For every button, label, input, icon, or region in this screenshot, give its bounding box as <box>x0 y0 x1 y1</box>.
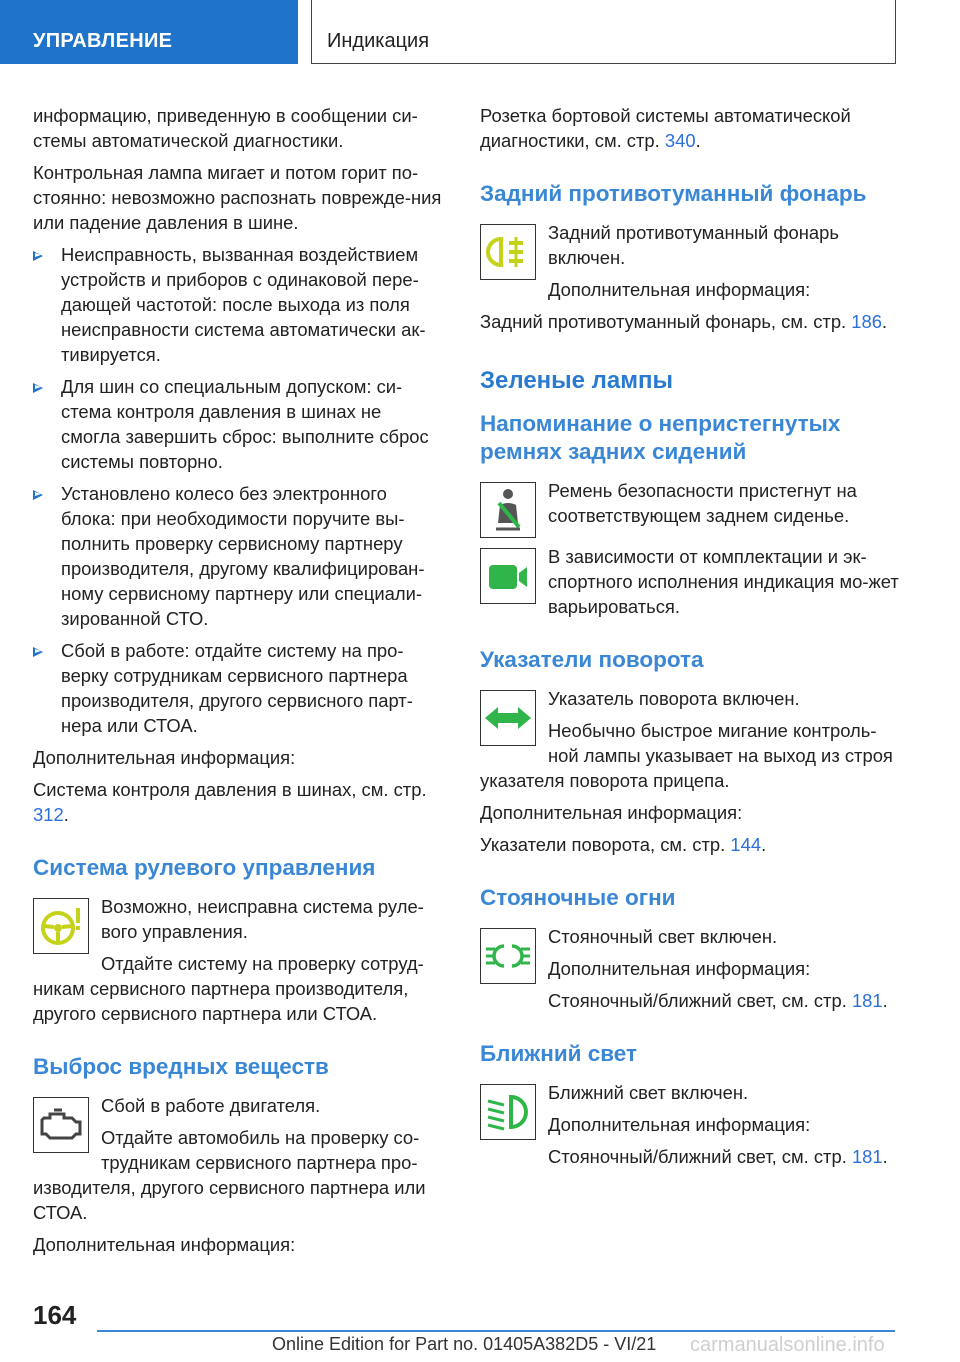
bullet-triangle-icon <box>33 490 43 500</box>
subsection-title: Индикация <box>327 30 430 52</box>
section-title: УПРАВЛЕНИЕ <box>33 30 173 52</box>
reference: Стояночный/ближний свет, см. стр. 181. <box>548 1146 888 1167</box>
more-info-label: Дополнительная информация: <box>33 1234 296 1255</box>
left-column <box>33 103 445 1264</box>
paragraph: Ближний свет включен. <box>548 1082 749 1103</box>
reference: Указатели поворота, см. стр. 144. <box>480 834 767 855</box>
paragraph: Необычно быстрое мигание контроль-ной лампы указывает на выход из строя указателя поворота прицепа. <box>480 720 893 791</box>
turn-signal-icon <box>480 690 536 746</box>
more-info-label: Дополнительная информация: <box>548 1114 811 1135</box>
steering-warning-icon <box>33 898 89 954</box>
reference: Задний противотуманный фонарь, см. стр. 186. <box>480 311 888 332</box>
paragraph: Контрольная лампа мигает и потом горит по-стоянно: невозможно распознать поврежде-ния или падение давления в шине. <box>33 162 442 233</box>
more-info-label: Дополнительная информация: <box>548 958 811 979</box>
paragraph: информацию, приведенную в сообщении си-стемы автоматической диагностики. <box>33 105 418 151</box>
section-heading: Задний противотуманный фонарь <box>480 181 867 206</box>
list-item: Неисправность, вызванная воздействием устройств и приборов с одинаковой пере-дающей частотой: после выхода из поля неисправности система автоматически ак-тивируется. <box>33 242 445 367</box>
subsection-tab <box>311 0 896 64</box>
section-heading: Ближний свет <box>480 1041 638 1066</box>
list-item: Для шин со специальным допуском: си-стема контроля давления в шинах не смогла завершить сброс: выполните сброс системы повторно. <box>33 374 445 474</box>
page-number: 164 <box>33 1300 77 1330</box>
bullet-triangle-icon <box>33 251 43 261</box>
seatbelt-icon <box>480 482 536 538</box>
reference: Розетка бортовой системы автоматической диагностики, см. стр. 340. <box>480 105 851 151</box>
paragraph: Отдайте автомобиль на проверку со-трудникам сервисного партнера про-изводителя, другого сервисного партнера или СТОА. <box>33 1127 426 1223</box>
page-link[interactable]: 181 <box>851 1146 883 1167</box>
section-tab <box>0 0 298 64</box>
more-info-label: Дополнительная информация: <box>33 747 296 768</box>
page-link[interactable]: 186 <box>851 311 882 332</box>
page-link[interactable]: 181 <box>851 990 883 1011</box>
list-item: Установлено колесо без электронного блока: при необходимости поручите вы-полнить проверку сервисному партнеру производителя, другому квалифицирован-ному сервисному партнеру или специали-зированной СТО. <box>33 481 445 631</box>
paragraph: Указатель поворота включен. <box>548 688 800 709</box>
more-info-label: Дополнительная информация: <box>480 802 743 823</box>
right-column <box>480 103 900 1176</box>
paragraph: Задний противотуманный фонарь включен. <box>548 222 839 268</box>
section-heading: Указатели поворота <box>480 647 704 672</box>
page-link[interactable]: 144 <box>730 834 762 855</box>
section-heading: Система рулевого управления <box>33 855 376 880</box>
paragraph: Возможно, неисправна система руле-вого управления. <box>101 896 424 942</box>
section-heading: Стояночные огни <box>480 885 676 910</box>
paragraph: В зависимости от комплектации и эк-спортного исполнения индикация мо-жет варьироваться. <box>548 546 899 617</box>
edition-text: Online Edition for Part no. 01405A382D5 - VI/21 <box>272 1334 657 1354</box>
paragraph: Сбой в работе двигателя. <box>101 1095 321 1116</box>
footer-divider <box>97 1330 895 1332</box>
paragraph: Стояночный свет включен. <box>548 926 778 947</box>
reference: Система контроля давления в шинах, см. стр. 312. <box>33 779 427 825</box>
chapter-heading: Зеленые лампы <box>480 367 674 394</box>
section-heading: Выброс вредных веществ <box>33 1054 329 1079</box>
reference: Стояночный/ближний свет, см. стр. 181. <box>548 990 888 1011</box>
paragraph: Ремень безопасности пристегнут на соответствующем заднем сиденье. <box>548 480 857 526</box>
more-info-label: Дополнительная информация: <box>548 279 811 300</box>
section-heading: Напоминание о непристегнутых ремнях задних сидений <box>480 411 841 464</box>
watermark: carmanualsonline.info <box>690 1334 885 1356</box>
low-beam-icon <box>480 1084 536 1140</box>
page-link[interactable]: 312 <box>33 804 64 825</box>
engine-check-icon <box>33 1097 89 1153</box>
camera-indicator-icon <box>480 548 536 604</box>
rear-fog-light-icon <box>480 224 536 280</box>
page-link[interactable]: 340 <box>664 130 696 151</box>
paragraph: Отдайте систему на проверку сотруд-никам сервисного партнера производителя, другого сервисного партнера или СТОА. <box>33 953 424 1024</box>
parking-light-icon <box>480 928 536 984</box>
bullet-triangle-icon <box>33 647 43 657</box>
list-item: Сбой в работе: отдайте систему на про-верку сотрудникам сервисного партнера производителя, другого сервисного парт-нера или СТОА. <box>33 638 445 738</box>
bullet-triangle-icon <box>33 383 43 393</box>
